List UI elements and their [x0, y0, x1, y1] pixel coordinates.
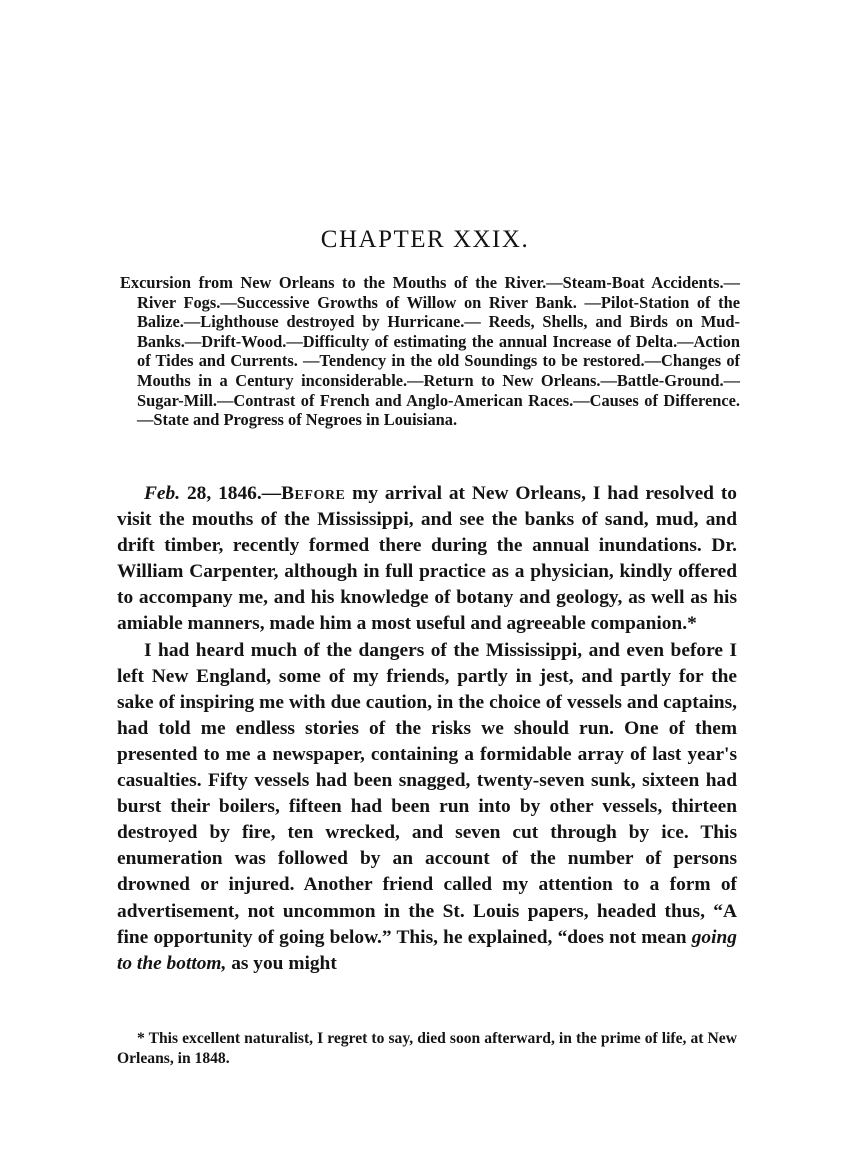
chapter-summary-text: Excursion from New Orleans to the Mouths of the River.—Steam-Boat Accidents.—River Fogs.—Successive Growths of Willow on River Bank. —Pilot-Station of the Balize.—Lighthouse destroyed by Hurricane.— Reeds, Shells, and Birds on Mud-Banks.—Drift-Wood.—Difficulty of estimating the annual Increase of Delta.—Action of Tides and Currents. —Tendency in the old Soundings to be restored.—Changes of Mouths in a Century inconsiderable.—Return to New Orleans.—Battle-Ground.— Sugar-Mill.—Contrast of French and Anglo-American Races.—Causes of Difference.—State and Progress of Negroes in Louisiana.: [120, 273, 740, 430]
paragraph-2-text-before: I had heard much of the dangers of the Mississippi, and even before I left New England, some of my friends, partly in jest, and partly for the sake of inspiring me with due caution, in the choice of vessels and captains, had told me endless stories of the risks we should run. One of them presented to me a newspaper, containing a formidable array of last year's casualties. Fifty vessels had been snagged, twenty-seven sunk, sixteen had burst their boilers, fifteen had been run into by other vessels, thirteen destroyed by fire, ten wrecked, and seven cut through by ice. This enumeration was followed by an account of the number of persons drowned or injured. Another friend called my attention to a form of advertisement, not uncommon in the St. Louis papers, headed thus, “A fine opportunity of going below.” This, he explained, “does not mean: [117, 639, 737, 948]
chapter-title: CHAPTER XXIX.: [320, 226, 530, 253]
paragraph-2: [117, 638, 737, 977]
main-text: [117, 481, 737, 977]
paragraph-1-text: my arrival at New Orleans, I had resolved to visit the mouths of the Mississippi, and see the banks of sand, mud, and drift timber, recently formed there during the annual inundations. Dr. William Carpenter, although in full practice as a physician, kindly offered to accompany me, and his knowledge of botany and geology, as well as his amiable manners, made him a most useful and agreeable companion.*: [117, 483, 738, 635]
paragraph-1: [117, 481, 737, 638]
lead-word: Before: [281, 483, 346, 504]
chapter-summary: [120, 273, 740, 430]
entry-date-day-year: 28, 1846.—: [180, 483, 282, 504]
paragraph-2-text-after: as you might: [226, 952, 337, 974]
footnote-text: * This excellent naturalist, I regret to say, died soon afterward, in the prime of life, at New Orleans, in 1848.: [117, 1030, 737, 1067]
footnote: [117, 1029, 737, 1069]
paragraph-2-emphasis: going to the bottom,: [117, 926, 737, 974]
entry-date-month: Feb.: [144, 483, 181, 504]
